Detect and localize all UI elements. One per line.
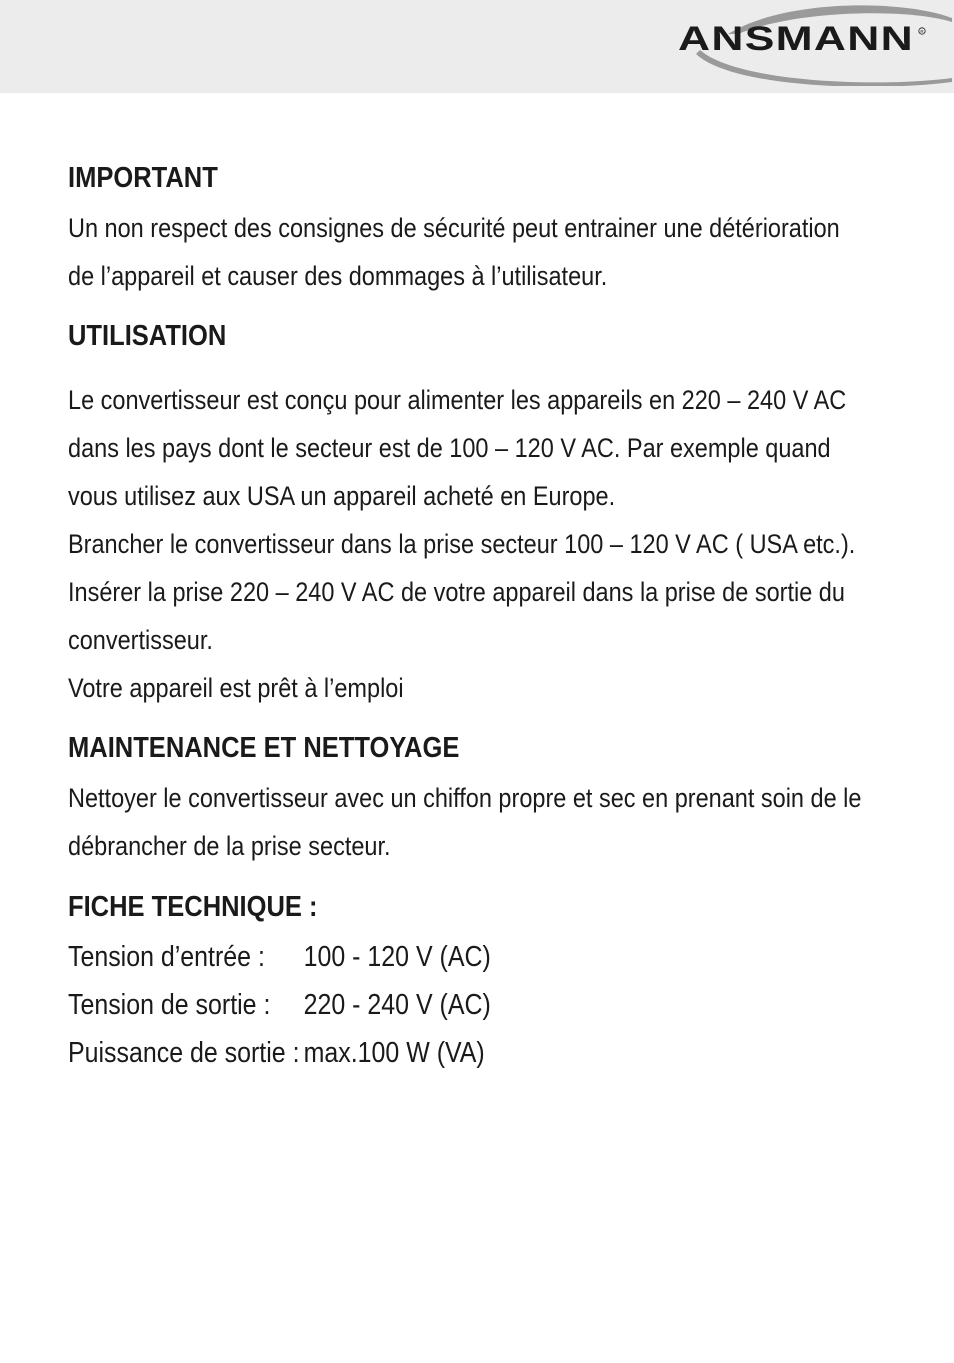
section-title-utilisation: UTILISATION — [68, 320, 227, 352]
section-title-important: IMPORTANT — [68, 162, 218, 194]
text-line: débrancher de la prise secteur. — [68, 831, 391, 861]
text-line: vous utilisez aux USA un appareil acheté en Europe. — [68, 481, 616, 511]
spec-value: 220 - 240 V (AC) — [303, 989, 491, 1021]
text-line: Le convertisseur est conçu pour alimenter les appareils en 220 – 240 V AC — [68, 385, 847, 415]
spec-label: Puissance de sortie : — [68, 1037, 300, 1069]
header-band — [0, 0, 954, 93]
utilisation-text — [68, 376, 954, 712]
spec-label: Tension de sortie : — [68, 989, 271, 1021]
text-line: Votre appareil est prêt à l’emploi — [68, 673, 404, 703]
spec-value: 100 - 120 V (AC) — [303, 941, 491, 973]
text-line: Nettoyer le convertisseur avec un chiffon propre et sec en prenant soin de le — [68, 783, 862, 813]
text-line: Insérer la prise 220 – 240 V AC de votre appareil dans la prise de sortie du — [68, 577, 845, 607]
text-line: de l’appareil et causer des dommages à l’utilisateur. — [68, 261, 608, 291]
maintenance-text — [68, 774, 954, 870]
ansmann-logo-icon — [676, 4, 954, 86]
brand-wordmark: ANSMANN — [678, 20, 914, 58]
text-line: Brancher le convertisseur dans la prise secteur 100 – 120 V AC ( USA etc.). — [68, 529, 856, 559]
spec-label: Tension d’entrée : — [68, 941, 265, 973]
section-title-specs: FICHE TECHNIQUE : — [68, 891, 318, 923]
text-line: Un non respect des consignes de sécurité peut entrainer une détérioration — [68, 213, 840, 243]
spec-value: max.100 W (VA) — [303, 1037, 485, 1069]
text-line: convertisseur. — [68, 625, 213, 655]
ansmann-logo — [676, 4, 954, 86]
important-text — [68, 204, 954, 300]
section-title-maintenance: MAINTENANCE ET NETTOYAGE — [68, 732, 460, 764]
svg-text:R: R — [920, 29, 924, 34]
text-line: dans les pays dont le secteur est de 100 – 120 V AC. Par exemple quand — [68, 433, 831, 463]
